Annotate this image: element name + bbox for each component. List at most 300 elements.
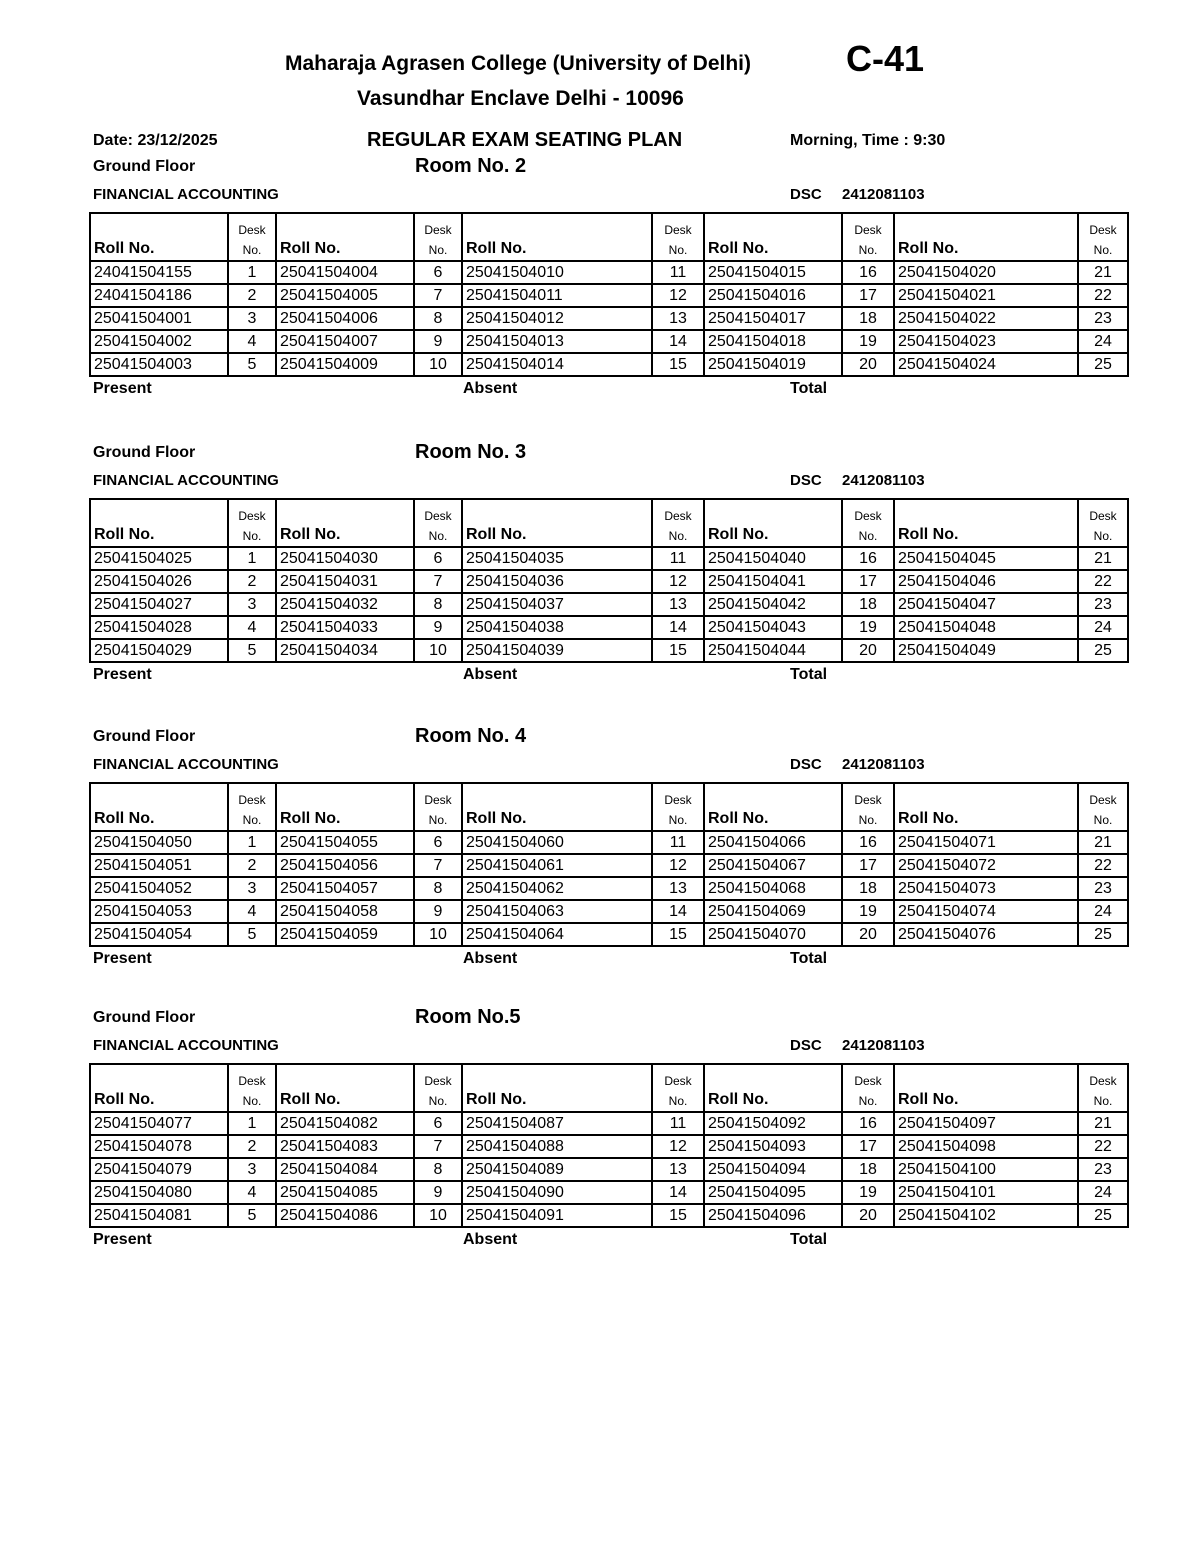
dsc-label: DSC xyxy=(790,756,822,773)
roll-number-cell: 25041504004 xyxy=(276,261,414,284)
roll-number-cell: 25041504023 xyxy=(894,330,1078,353)
roll-no-header: Roll No. xyxy=(894,1064,1078,1112)
desk-number-cell: 17 xyxy=(842,570,894,593)
roll-number-cell: 25041504041 xyxy=(704,570,842,593)
room-section xyxy=(89,155,1117,403)
roll-no-header: Roll No. xyxy=(704,1064,842,1112)
roll-number-cell: 25041504088 xyxy=(462,1135,652,1158)
table-row xyxy=(90,639,1128,662)
desk-no-header: Desk No. xyxy=(842,1064,894,1112)
roll-number-cell: 25041504087 xyxy=(462,1112,652,1135)
roll-number-cell: 25041504078 xyxy=(90,1135,228,1158)
desk-no-header: Desk No. xyxy=(414,1064,462,1112)
desk-number-cell: 15 xyxy=(652,923,704,946)
roll-no-header: Roll No. xyxy=(276,783,414,831)
desk-number-cell: 7 xyxy=(414,1135,462,1158)
roll-number-cell: 25041504019 xyxy=(704,353,842,376)
desk-number-cell: 18 xyxy=(842,593,894,616)
desk-number-cell: 6 xyxy=(414,831,462,854)
attendance-footer xyxy=(89,1228,1031,1254)
seating-table xyxy=(89,498,1129,663)
desk-number-cell: 10 xyxy=(414,639,462,662)
room-section xyxy=(89,1006,1117,1254)
present-label: Present xyxy=(93,380,152,397)
desk-no-header: Desk No. xyxy=(228,213,276,261)
desk-no-header: Desk No. xyxy=(652,1064,704,1112)
desk-no-header: Desk No. xyxy=(228,1064,276,1112)
roll-number-cell: 25041504066 xyxy=(704,831,842,854)
roll-number-cell: 25041504009 xyxy=(276,353,414,376)
roll-no-header: Roll No. xyxy=(90,783,228,831)
roll-number-cell: 25041504060 xyxy=(462,831,652,854)
desk-number-cell: 8 xyxy=(414,877,462,900)
desk-number-cell: 7 xyxy=(414,570,462,593)
table-header-row xyxy=(90,499,1128,547)
desk-number-cell: 14 xyxy=(652,900,704,923)
desk-number-cell: 11 xyxy=(652,547,704,570)
desk-no-header: Desk No. xyxy=(228,499,276,547)
table-header-row xyxy=(90,213,1128,261)
desk-number-cell: 21 xyxy=(1078,547,1128,570)
roll-number-cell: 25041504022 xyxy=(894,307,1078,330)
floor-label: Ground Floor xyxy=(93,444,196,461)
desk-number-cell: 16 xyxy=(842,831,894,854)
desk-number-cell: 5 xyxy=(228,1204,276,1227)
floor-label: Ground Floor xyxy=(93,1009,196,1026)
roll-number-cell: 25041504084 xyxy=(276,1158,414,1181)
paper-code: 2412081103 xyxy=(842,756,925,773)
roll-no-header: Roll No. xyxy=(462,499,652,547)
desk-number-cell: 7 xyxy=(414,284,462,307)
table-row xyxy=(90,877,1128,900)
roll-no-header: Roll No. xyxy=(90,499,228,547)
roll-number-cell: 25041504024 xyxy=(894,353,1078,376)
desk-number-cell: 6 xyxy=(414,261,462,284)
roll-number-cell: 25041504054 xyxy=(90,923,228,946)
desk-number-cell: 22 xyxy=(1078,1135,1128,1158)
roll-number-cell: 25041504048 xyxy=(894,616,1078,639)
desk-no-header: Desk No. xyxy=(414,499,462,547)
roll-number-cell: 25041504047 xyxy=(894,593,1078,616)
table-row xyxy=(90,900,1128,923)
seating-table xyxy=(89,1063,1129,1228)
roll-number-cell: 25041504033 xyxy=(276,616,414,639)
roll-number-cell: 25041504016 xyxy=(704,284,842,307)
total-label: Total xyxy=(790,666,828,683)
desk-number-cell: 12 xyxy=(652,854,704,877)
roll-number-cell: 25041504011 xyxy=(462,284,652,307)
roll-number-cell: 25041504094 xyxy=(704,1158,842,1181)
roll-number-cell: 25041504080 xyxy=(90,1181,228,1204)
desk-number-cell: 24 xyxy=(1078,616,1128,639)
desk-number-cell: 17 xyxy=(842,1135,894,1158)
room-number: Room No. 3 xyxy=(415,441,527,463)
centre-code: C-41 xyxy=(846,38,925,79)
desk-number-cell: 23 xyxy=(1078,1158,1128,1181)
desk-number-cell: 13 xyxy=(652,1158,704,1181)
absent-label: Absent xyxy=(463,950,518,967)
desk-number-cell: 9 xyxy=(414,330,462,353)
roll-number-cell: 25041504027 xyxy=(90,593,228,616)
room-header xyxy=(89,726,1031,782)
table-header-row xyxy=(90,1064,1128,1112)
desk-number-cell: 24 xyxy=(1078,1181,1128,1204)
table-row xyxy=(90,330,1128,353)
roll-number-cell: 25041504031 xyxy=(276,570,414,593)
floor-label: Ground Floor xyxy=(93,158,196,175)
roll-number-cell: 25041504013 xyxy=(462,330,652,353)
roll-number-cell: 25041504062 xyxy=(462,877,652,900)
desk-number-cell: 11 xyxy=(652,831,704,854)
table-row xyxy=(90,1204,1128,1227)
roll-number-cell: 25041504030 xyxy=(276,547,414,570)
desk-number-cell: 11 xyxy=(652,261,704,284)
desk-number-cell: 3 xyxy=(228,1158,276,1181)
roll-number-cell: 25041504026 xyxy=(90,570,228,593)
roll-number-cell: 25041504064 xyxy=(462,923,652,946)
desk-no-header: Desk No. xyxy=(842,499,894,547)
plan-title: REGULAR EXAM SEATING PLAN xyxy=(367,129,683,151)
desk-number-cell: 25 xyxy=(1078,353,1128,376)
dsc-label: DSC xyxy=(790,186,822,203)
college-name: Maharaja Agrasen College (University of Delhi) xyxy=(285,52,752,75)
roll-number-cell: 25041504095 xyxy=(704,1181,842,1204)
seating-table xyxy=(89,782,1129,947)
seating-table xyxy=(89,212,1129,377)
roll-number-cell: 25041504049 xyxy=(894,639,1078,662)
roll-number-cell: 25041504071 xyxy=(894,831,1078,854)
desk-number-cell: 18 xyxy=(842,877,894,900)
desk-number-cell: 17 xyxy=(842,284,894,307)
desk-number-cell: 2 xyxy=(228,284,276,307)
desk-number-cell: 9 xyxy=(414,900,462,923)
attendance-footer xyxy=(89,663,1031,689)
desk-number-cell: 1 xyxy=(228,1112,276,1135)
desk-number-cell: 17 xyxy=(842,854,894,877)
desk-number-cell: 20 xyxy=(842,923,894,946)
roll-number-cell: 25041504014 xyxy=(462,353,652,376)
dsc-label: DSC xyxy=(790,1037,822,1054)
roll-number-cell: 25041504046 xyxy=(894,570,1078,593)
roll-number-cell: 25041504029 xyxy=(90,639,228,662)
roll-number-cell: 25041504002 xyxy=(90,330,228,353)
table-row xyxy=(90,307,1128,330)
desk-no-header: Desk No. xyxy=(1078,499,1128,547)
roll-number-cell: 25041504101 xyxy=(894,1181,1078,1204)
roll-number-cell: 25041504070 xyxy=(704,923,842,946)
desk-number-cell: 6 xyxy=(414,1112,462,1135)
present-label: Present xyxy=(93,666,152,683)
roll-number-cell: 25041504003 xyxy=(90,353,228,376)
desk-no-header: Desk No. xyxy=(1078,783,1128,831)
roll-no-header: Roll No. xyxy=(894,499,1078,547)
roll-number-cell: 25041504025 xyxy=(90,547,228,570)
desk-number-cell: 21 xyxy=(1078,261,1128,284)
desk-number-cell: 25 xyxy=(1078,639,1128,662)
roll-no-header: Roll No. xyxy=(90,213,228,261)
roll-number-cell: 25041504038 xyxy=(462,616,652,639)
roll-number-cell: 25041504007 xyxy=(276,330,414,353)
room-number: Room No. 2 xyxy=(415,155,527,177)
exam-session: Morning, Time : 9:30 xyxy=(790,132,946,149)
roll-no-header: Roll No. xyxy=(704,213,842,261)
roll-number-cell: 25041504010 xyxy=(462,261,652,284)
table-row xyxy=(90,854,1128,877)
desk-number-cell: 12 xyxy=(652,570,704,593)
desk-number-cell: 22 xyxy=(1078,570,1128,593)
floor-label: Ground Floor xyxy=(93,728,196,745)
desk-number-cell: 19 xyxy=(842,900,894,923)
roll-number-cell: 25041504006 xyxy=(276,307,414,330)
roll-number-cell: 25041504098 xyxy=(894,1135,1078,1158)
desk-no-header: Desk No. xyxy=(652,213,704,261)
desk-number-cell: 10 xyxy=(414,353,462,376)
desk-number-cell: 1 xyxy=(228,547,276,570)
table-row xyxy=(90,547,1128,570)
roll-number-cell: 25041504100 xyxy=(894,1158,1078,1181)
roll-number-cell: 25041504059 xyxy=(276,923,414,946)
table-row xyxy=(90,284,1128,307)
roll-number-cell: 25041504083 xyxy=(276,1135,414,1158)
desk-no-header: Desk No. xyxy=(652,499,704,547)
desk-number-cell: 16 xyxy=(842,261,894,284)
desk-no-header: Desk No. xyxy=(414,783,462,831)
college-address: Vasundhar Enclave Delhi - 10096 xyxy=(357,87,684,110)
desk-number-cell: 14 xyxy=(652,1181,704,1204)
roll-number-cell: 25041504102 xyxy=(894,1204,1078,1227)
roll-number-cell: 25041504091 xyxy=(462,1204,652,1227)
roll-number-cell: 25041504035 xyxy=(462,547,652,570)
desk-number-cell: 20 xyxy=(842,639,894,662)
roll-number-cell: 25041504055 xyxy=(276,831,414,854)
total-label: Total xyxy=(790,1231,828,1248)
roll-number-cell: 25041504039 xyxy=(462,639,652,662)
roll-number-cell: 25041504005 xyxy=(276,284,414,307)
desk-number-cell: 16 xyxy=(842,547,894,570)
roll-number-cell: 25041504001 xyxy=(90,307,228,330)
desk-number-cell: 25 xyxy=(1078,923,1128,946)
desk-number-cell: 13 xyxy=(652,593,704,616)
desk-number-cell: 20 xyxy=(842,353,894,376)
desk-number-cell: 7 xyxy=(414,854,462,877)
room-number: Room No. 4 xyxy=(415,725,527,747)
roll-number-cell: 25041504092 xyxy=(704,1112,842,1135)
desk-number-cell: 2 xyxy=(228,854,276,877)
roll-no-header: Roll No. xyxy=(90,1064,228,1112)
desk-number-cell: 9 xyxy=(414,1181,462,1204)
desk-number-cell: 19 xyxy=(842,330,894,353)
room-header xyxy=(89,156,1031,212)
desk-number-cell: 18 xyxy=(842,1158,894,1181)
desk-number-cell: 13 xyxy=(652,877,704,900)
desk-number-cell: 15 xyxy=(652,353,704,376)
roll-number-cell: 25041504050 xyxy=(90,831,228,854)
paper-code: 2412081103 xyxy=(842,186,925,203)
desk-number-cell: 21 xyxy=(1078,1112,1128,1135)
roll-number-cell: 25041504085 xyxy=(276,1181,414,1204)
roll-no-header: Roll No. xyxy=(704,499,842,547)
desk-number-cell: 21 xyxy=(1078,831,1128,854)
desk-number-cell: 12 xyxy=(652,284,704,307)
roll-number-cell: 25041504012 xyxy=(462,307,652,330)
table-row xyxy=(90,616,1128,639)
desk-number-cell: 22 xyxy=(1078,284,1128,307)
roll-number-cell: 25041504077 xyxy=(90,1112,228,1135)
roll-no-header: Roll No. xyxy=(894,213,1078,261)
roll-number-cell: 24041504186 xyxy=(90,284,228,307)
table-row xyxy=(90,1158,1128,1181)
roll-number-cell: 25041504021 xyxy=(894,284,1078,307)
table-row xyxy=(90,593,1128,616)
roll-number-cell: 25041504044 xyxy=(704,639,842,662)
desk-number-cell: 12 xyxy=(652,1135,704,1158)
roll-number-cell: 25041504051 xyxy=(90,854,228,877)
table-row xyxy=(90,1181,1128,1204)
roll-number-cell: 25041504061 xyxy=(462,854,652,877)
desk-number-cell: 3 xyxy=(228,307,276,330)
roll-number-cell: 25041504093 xyxy=(704,1135,842,1158)
room-header xyxy=(89,1007,1031,1063)
roll-no-header: Roll No. xyxy=(276,213,414,261)
subject-name: FINANCIAL ACCOUNTING xyxy=(93,1037,279,1054)
desk-number-cell: 5 xyxy=(228,353,276,376)
roll-number-cell: 25041504028 xyxy=(90,616,228,639)
roll-number-cell: 25041504089 xyxy=(462,1158,652,1181)
roll-number-cell: 25041504097 xyxy=(894,1112,1078,1135)
desk-number-cell: 19 xyxy=(842,616,894,639)
roll-number-cell: 25041504069 xyxy=(704,900,842,923)
roll-no-header: Roll No. xyxy=(462,1064,652,1112)
desk-number-cell: 3 xyxy=(228,877,276,900)
room-number: Room No.5 xyxy=(415,1006,521,1028)
desk-number-cell: 23 xyxy=(1078,877,1128,900)
desk-number-cell: 11 xyxy=(652,1112,704,1135)
absent-label: Absent xyxy=(463,1231,518,1248)
room-header xyxy=(89,442,1031,498)
roll-number-cell: 25041504063 xyxy=(462,900,652,923)
desk-no-header: Desk No. xyxy=(228,783,276,831)
table-row xyxy=(90,570,1128,593)
absent-label: Absent xyxy=(463,380,518,397)
desk-number-cell: 14 xyxy=(652,330,704,353)
roll-number-cell: 25041504086 xyxy=(276,1204,414,1227)
desk-number-cell: 24 xyxy=(1078,900,1128,923)
dsc-label: DSC xyxy=(790,472,822,489)
total-label: Total xyxy=(790,380,828,397)
desk-number-cell: 2 xyxy=(228,1135,276,1158)
desk-number-cell: 22 xyxy=(1078,854,1128,877)
roll-no-header: Roll No. xyxy=(462,783,652,831)
desk-number-cell: 23 xyxy=(1078,593,1128,616)
roll-number-cell: 25041504042 xyxy=(704,593,842,616)
desk-number-cell: 3 xyxy=(228,593,276,616)
desk-number-cell: 13 xyxy=(652,307,704,330)
subject-name: FINANCIAL ACCOUNTING xyxy=(93,756,279,773)
table-row xyxy=(90,353,1128,376)
roll-number-cell: 25041504081 xyxy=(90,1204,228,1227)
roll-number-cell: 25041504074 xyxy=(894,900,1078,923)
table-header-row xyxy=(90,783,1128,831)
desk-number-cell: 14 xyxy=(652,616,704,639)
roll-no-header: Roll No. xyxy=(462,213,652,261)
desk-number-cell: 10 xyxy=(414,1204,462,1227)
subject-name: FINANCIAL ACCOUNTING xyxy=(93,186,279,203)
desk-no-header: Desk No. xyxy=(1078,213,1128,261)
roll-number-cell: 25041504057 xyxy=(276,877,414,900)
desk-number-cell: 10 xyxy=(414,923,462,946)
roll-number-cell: 25041504053 xyxy=(90,900,228,923)
paper-code: 2412081103 xyxy=(842,472,925,489)
desk-number-cell: 6 xyxy=(414,547,462,570)
desk-number-cell: 15 xyxy=(652,639,704,662)
desk-number-cell: 5 xyxy=(228,923,276,946)
paper-code: 2412081103 xyxy=(842,1037,925,1054)
roll-number-cell: 24041504155 xyxy=(90,261,228,284)
roll-number-cell: 25041504073 xyxy=(894,877,1078,900)
roll-number-cell: 25041504076 xyxy=(894,923,1078,946)
desk-no-header: Desk No. xyxy=(842,783,894,831)
desk-number-cell: 18 xyxy=(842,307,894,330)
desk-number-cell: 20 xyxy=(842,1204,894,1227)
desk-number-cell: 19 xyxy=(842,1181,894,1204)
roll-number-cell: 25041504090 xyxy=(462,1181,652,1204)
table-row xyxy=(90,831,1128,854)
roll-no-header: Roll No. xyxy=(276,499,414,547)
desk-number-cell: 4 xyxy=(228,1181,276,1204)
present-label: Present xyxy=(93,950,152,967)
roll-no-header: Roll No. xyxy=(276,1064,414,1112)
room-section xyxy=(89,725,1117,973)
desk-number-cell: 5 xyxy=(228,639,276,662)
desk-number-cell: 1 xyxy=(228,261,276,284)
roll-number-cell: 25041504017 xyxy=(704,307,842,330)
desk-no-header: Desk No. xyxy=(652,783,704,831)
desk-no-header: Desk No. xyxy=(1078,1064,1128,1112)
subject-name: FINANCIAL ACCOUNTING xyxy=(93,472,279,489)
roll-number-cell: 25041504072 xyxy=(894,854,1078,877)
roll-number-cell: 25041504032 xyxy=(276,593,414,616)
present-label: Present xyxy=(93,1231,152,1248)
roll-number-cell: 25041504036 xyxy=(462,570,652,593)
roll-no-header: Roll No. xyxy=(894,783,1078,831)
desk-number-cell: 16 xyxy=(842,1112,894,1135)
roll-number-cell: 25041504018 xyxy=(704,330,842,353)
total-label: Total xyxy=(790,950,828,967)
desk-number-cell: 25 xyxy=(1078,1204,1128,1227)
roll-number-cell: 25041504067 xyxy=(704,854,842,877)
roll-number-cell: 25041504079 xyxy=(90,1158,228,1181)
desk-no-header: Desk No. xyxy=(414,213,462,261)
desk-no-header: Desk No. xyxy=(842,213,894,261)
table-row xyxy=(90,261,1128,284)
roll-number-cell: 25041504096 xyxy=(704,1204,842,1227)
roll-number-cell: 25041504056 xyxy=(276,854,414,877)
desk-number-cell: 2 xyxy=(228,570,276,593)
desk-number-cell: 24 xyxy=(1078,330,1128,353)
desk-number-cell: 4 xyxy=(228,616,276,639)
roll-number-cell: 25041504068 xyxy=(704,877,842,900)
attendance-footer xyxy=(89,947,1031,973)
desk-number-cell: 8 xyxy=(414,1158,462,1181)
roll-number-cell: 25041504015 xyxy=(704,261,842,284)
desk-number-cell: 15 xyxy=(652,1204,704,1227)
desk-number-cell: 23 xyxy=(1078,307,1128,330)
roll-no-header: Roll No. xyxy=(704,783,842,831)
roll-number-cell: 25041504034 xyxy=(276,639,414,662)
desk-number-cell: 4 xyxy=(228,330,276,353)
exam-date: Date: 23/12/2025 xyxy=(93,132,218,149)
roll-number-cell: 25041504052 xyxy=(90,877,228,900)
